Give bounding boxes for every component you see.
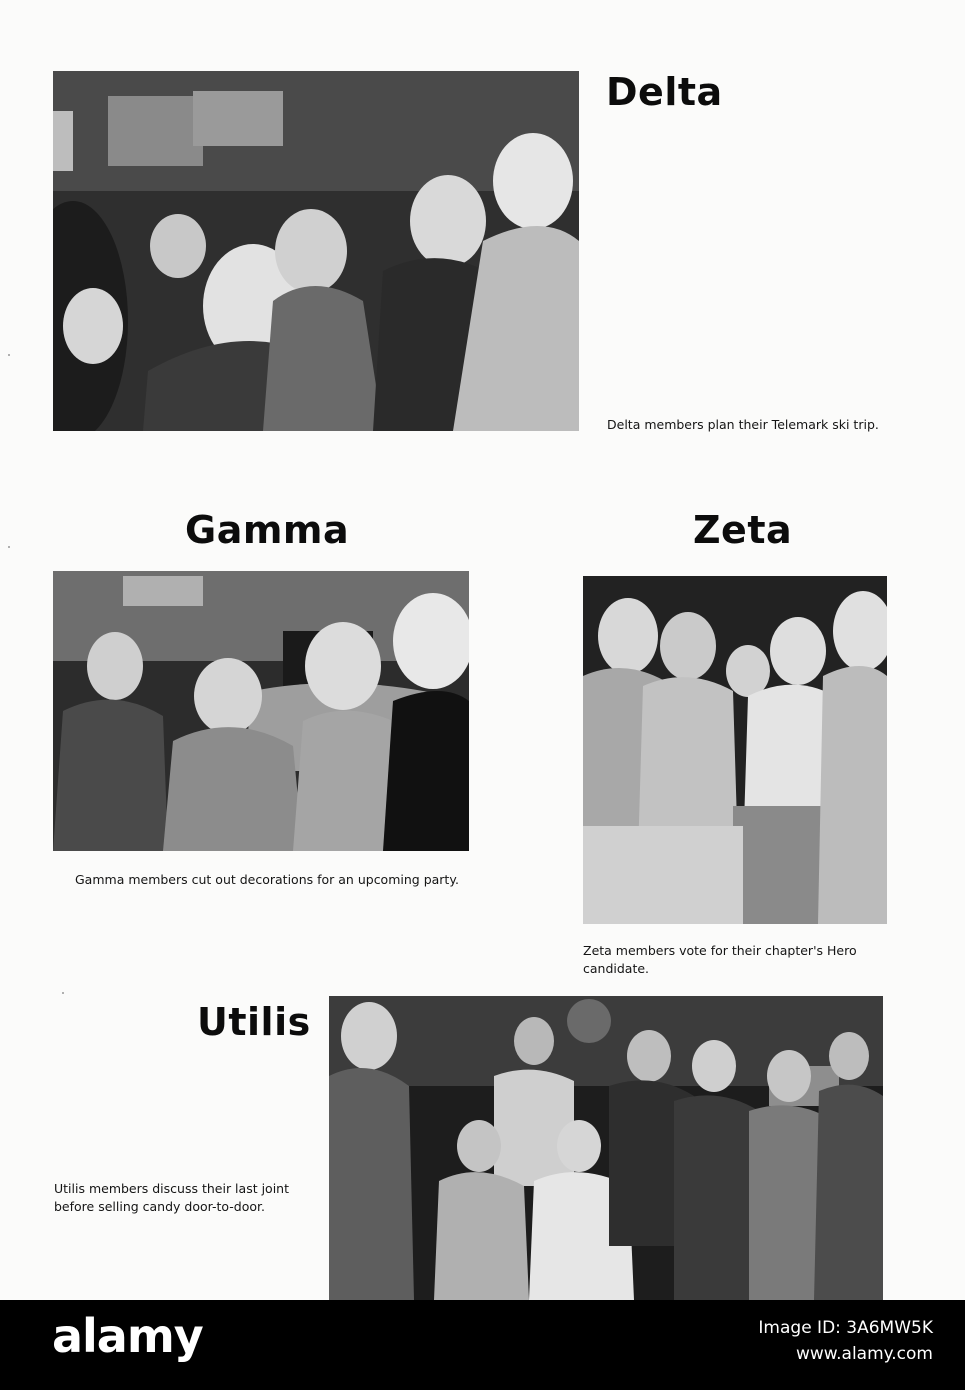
utilis-caption-line2: before selling candy door-to-door. bbox=[54, 1199, 265, 1214]
zeta-caption-line2: candidate. bbox=[583, 961, 650, 976]
gamma-photo bbox=[53, 571, 469, 851]
utilis-caption-line1: Utilis members discuss their last joint bbox=[54, 1181, 289, 1196]
delta-heading: Delta bbox=[606, 70, 723, 114]
page-mark bbox=[8, 546, 10, 548]
image-id: Image ID: 3A6MW5K bbox=[758, 1318, 933, 1338]
gamma-heading: Gamma bbox=[185, 508, 350, 552]
utilis-heading: Utilis bbox=[197, 1000, 311, 1044]
zeta-photo bbox=[583, 576, 887, 924]
page-mark bbox=[8, 354, 10, 356]
delta-photo bbox=[53, 71, 579, 431]
page-mark bbox=[62, 992, 64, 994]
zeta-heading: Zeta bbox=[693, 508, 793, 552]
gamma-caption: Gamma members cut out decorations for an upcoming party. bbox=[75, 872, 459, 887]
delta-caption: Delta members plan their Telemark ski trip. bbox=[607, 417, 879, 432]
image-info bbox=[758, 1315, 933, 1367]
brand-logo: alamy bbox=[52, 1309, 203, 1363]
site-link[interactable]: www.alamy.com bbox=[795, 1344, 933, 1364]
utilis-photo bbox=[329, 996, 883, 1300]
zeta-caption-line1: Zeta members vote for their chapter's Hero bbox=[583, 943, 857, 958]
